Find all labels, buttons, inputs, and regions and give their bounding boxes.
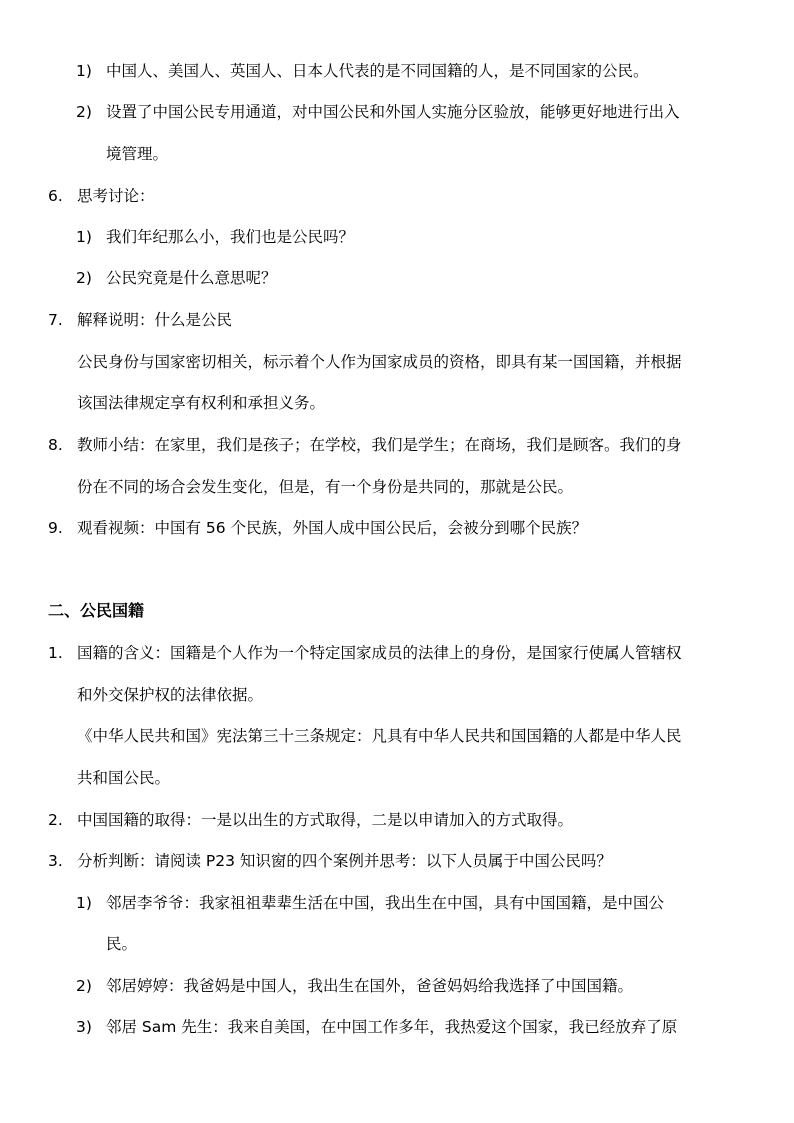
- item-text: 教师小结：在家里，我们是孩子；在学校，我们是学生；在商场，我们是顾客。我们的身: [77, 436, 682, 454]
- paragraph-line: 该国法律规定享有权利和承担义务。: [77, 394, 326, 412]
- item-number: 2.: [48, 811, 63, 829]
- list-number: 1): [76, 62, 92, 80]
- item-number: 3.: [48, 852, 63, 870]
- list-item-text: 邻居婷婷：我爸妈是中国人，我出生在国外，爸爸妈妈给我选择了中国国籍。: [106, 977, 634, 995]
- item-number: 8.: [48, 436, 63, 454]
- item-text: 分析判断：请阅读 P23 知识窗的四个案例并思考：以下人员属于中国公民吗？: [77, 852, 612, 870]
- item-number: 6.: [48, 187, 63, 205]
- list-number: 2): [76, 103, 92, 121]
- item-text: 国籍的含义：国籍是个人作为一个特定国家成员的法律上的身份，是国家行使属人管辖权: [77, 644, 682, 662]
- paragraph-line: 《中华人民共和国》宪法第三十三条规定：凡具有中华人民共和国国籍的人都是中华人民: [77, 727, 682, 745]
- list-item-text: 设置了中国公民专用通道，对中国公民和外国人实施分区验放，能够更好地进行出入: [106, 103, 680, 121]
- item-number: 9.: [48, 519, 63, 537]
- list-number: 1): [76, 228, 92, 246]
- list-item-continuation: 境管理。: [106, 145, 169, 163]
- list-item-text: 邻居 Sam 先生：我来自美国，在中国工作多年，我热爱这个国家，我已经放弃了原: [106, 1018, 678, 1036]
- item-number: 7.: [48, 311, 63, 329]
- list-item-text: 公民究竟是什么意思呢？: [106, 269, 277, 287]
- list-item-continuation: 民。: [106, 935, 138, 953]
- list-number: 2): [76, 977, 92, 995]
- item-text: 思考讨论：: [77, 187, 155, 205]
- item-number: 1.: [48, 644, 63, 662]
- list-item-text: 邻居李爷爷：我家祖祖辈辈生活在中国，我出生在中国，具有中国国籍，是中国公: [106, 894, 665, 912]
- paragraph-line: 共和国公民。: [77, 769, 171, 787]
- list-number: 3): [76, 1018, 92, 1036]
- paragraph-line: 公民身份与国家密切相关，标示着个人作为国家成员的资格，即具有某一国国籍，并根据: [77, 353, 682, 371]
- item-text: 解释说明：什么是公民: [77, 311, 233, 329]
- list-item-text: 中国人、美国人、英国人、日本人代表的是不同国籍的人，是不同国家的公民。: [106, 62, 649, 80]
- paragraph-line: 份在不同的场合会发生变化，但是，有一个身份是共同的，那就是公民。: [77, 478, 574, 496]
- item-text: 中国国籍的取得：一是以出生的方式取得，二是以申请加入的方式取得。: [77, 811, 574, 829]
- item-text: 观看视频：中国有 56 个民族，外国人成中国公民后，会被分到哪个民族？: [77, 519, 588, 537]
- list-number: 2): [76, 269, 92, 287]
- paragraph-line: 和外交保护权的法律依据。: [77, 686, 264, 704]
- list-number: 1): [76, 894, 92, 912]
- list-item-text: 我们年纪那么小，我们也是公民吗？: [106, 228, 355, 246]
- section-heading: 二、公民国籍: [48, 601, 145, 620]
